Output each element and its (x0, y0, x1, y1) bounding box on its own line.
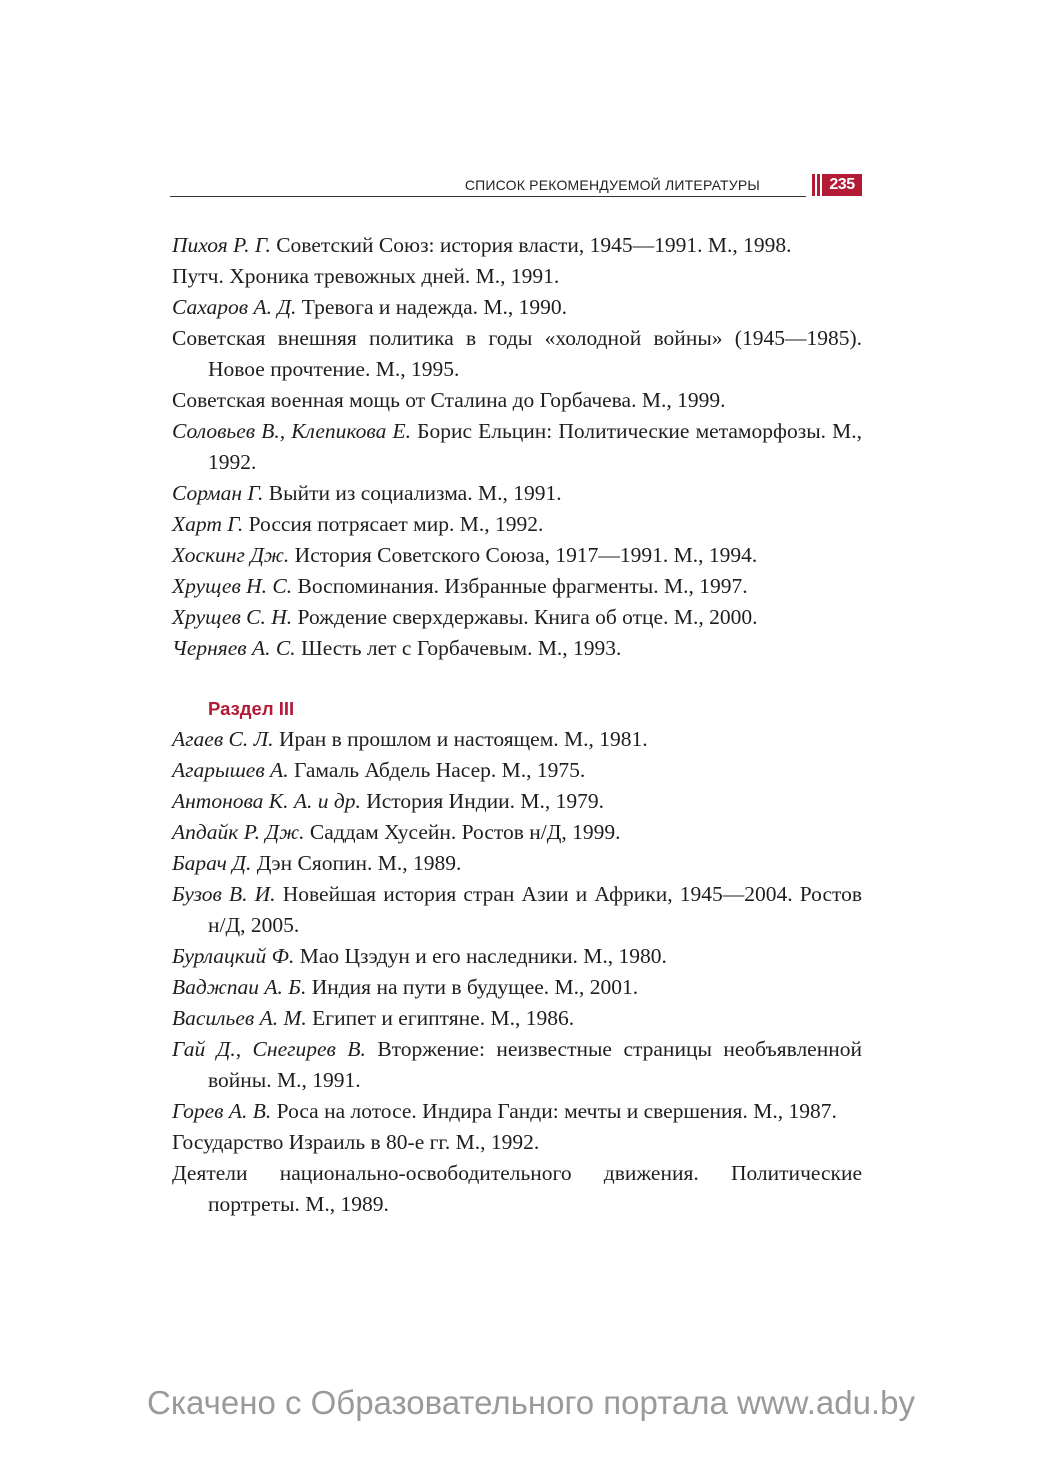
entry-text: Индия на пути в будущее. М., 2001. (311, 975, 639, 999)
bibliography-list-part2 (172, 724, 862, 1220)
entry-text: Воспоминания. Избранные фрагменты. М., 1997. (297, 574, 748, 598)
entry-author: Барач Д. (172, 851, 252, 875)
entry-text: Гамаль Абдель Насер. М., 1975. (293, 758, 586, 782)
entry-author: Гай Д., Снегирев В. (172, 1037, 366, 1061)
entry-text: Тревога и надежда. М., 1990. (301, 295, 567, 319)
bibliography-entry (172, 817, 862, 848)
entry-text: История Советского Союза, 1917—1991. М., 1994. (294, 543, 758, 567)
bibliography-entry (172, 879, 862, 941)
entry-text: Иран в прошлом и настоящем. М., 1981. (278, 727, 648, 751)
entry-text: Роса на лотосе. Индира Ганди: мечты и свершения. М., 1987. (276, 1099, 837, 1123)
header-accent-bars (812, 174, 820, 196)
entry-text: Рождение сверхдержавы. Книга об отце. М., 2000. (297, 605, 758, 629)
bibliography-entry (172, 292, 862, 323)
entry-author: Хрущев Н. С. (172, 574, 293, 598)
entry-text: Советская внешняя политика в годы «холодной войны» (1945—1985). Новое прочтение. М., 1995. (172, 326, 862, 381)
entry-text: Саддам Хусейн. Ростов н/Д, 1999. (309, 820, 621, 844)
bibliography-entry (172, 724, 862, 755)
entry-author: Сорман Г. (172, 481, 264, 505)
entry-author: Соловьев В., Клепикова Е. (172, 419, 411, 443)
page-number: 235 (822, 174, 862, 196)
running-header (170, 172, 862, 198)
entry-author: Черняев А. С. (172, 636, 296, 660)
bibliography-entry (172, 261, 862, 292)
entry-author: Хрущев С. Н. (172, 605, 293, 629)
bibliography-entry (172, 230, 862, 261)
entry-text: Путч. Хроника тревожных дней. М., 1991. (172, 264, 560, 288)
bibliography-list-part1 (172, 230, 862, 664)
bibliography-entry (172, 385, 862, 416)
entry-text: Дэн Сяопин. М., 1989. (256, 851, 462, 875)
entry-text: Государство Израиль в 80-е гг. М., 1992. (172, 1130, 540, 1154)
entry-text: Выйти из социализма. М., 1991. (268, 481, 562, 505)
entry-author: Сахаров А. Д. (172, 295, 297, 319)
bibliography-entry (172, 540, 862, 571)
entry-author: Васильев А. М. (172, 1006, 307, 1030)
entry-author: Агарышев А. (172, 758, 289, 782)
entry-author: Бузов В. И. (172, 882, 276, 906)
entry-author: Бурлацкий Ф. (172, 944, 295, 968)
entry-text: Шесть лет с Горбачевым. М., 1993. (301, 636, 622, 660)
entry-author: Харт Г. (172, 512, 244, 536)
entry-author: Апдайк Р. Дж. (172, 820, 305, 844)
bibliography-entry (172, 972, 862, 1003)
entry-author: Ваджпаи А. Б. (172, 975, 307, 999)
section-title: Раздел III (208, 698, 295, 719)
bibliography (172, 230, 862, 1220)
entry-text: Египет и египтяне. М., 1986. (312, 1006, 575, 1030)
bibliography-entry (172, 786, 862, 817)
bibliography-entry (172, 571, 862, 602)
header-rule (170, 196, 806, 197)
bibliography-entry (172, 1003, 862, 1034)
bibliography-entry (172, 1034, 862, 1096)
entry-text: Борис Ельцин: Политические метаморфозы. М., 1992. (208, 419, 862, 474)
bibliography-entry (172, 602, 862, 633)
entry-author: Агаев С. Л. (172, 727, 274, 751)
bibliography-entry (172, 1158, 862, 1220)
entry-author: Хоскинг Дж. (172, 543, 290, 567)
watermark-footer: Скачено с Образовательного портала www.adu.by (147, 1384, 915, 1421)
bibliography-entry (172, 755, 862, 786)
entry-text: Мао Цзэдун и его наследники. М., 1980. (299, 944, 667, 968)
entry-text: Советский Союз: история власти, 1945—1991. М., 1998. (276, 233, 792, 257)
bibliography-entry (172, 633, 862, 664)
bibliography-entry (172, 1096, 862, 1127)
entry-text: Вторжение: неизвестные страницы необъявленной войны. М., 1991. (208, 1037, 862, 1092)
entry-text: Деятели национально-освободительного движения. Политические портреты. М., 1989. (172, 1161, 862, 1216)
bibliography-entry (172, 848, 862, 879)
bibliography-entry (172, 1127, 862, 1158)
bibliography-entry (172, 416, 862, 478)
bibliography-entry (172, 323, 862, 385)
entry-author: Горев А. В. (172, 1099, 272, 1123)
entry-text: История Индии. М., 1979. (366, 789, 605, 813)
bibliography-entry (172, 509, 862, 540)
entry-author: Пихоя Р. Г. (172, 233, 271, 257)
bibliography-entry (172, 941, 862, 972)
entry-text: Советская военная мощь от Сталина до Горбачева. М., 1999. (172, 388, 726, 412)
entry-text: Россия потрясает мир. М., 1992. (248, 512, 544, 536)
bibliography-entry (172, 478, 862, 509)
entry-author: Антонова К. А. и др. (172, 789, 361, 813)
entry-text: Новейшая история стран Азии и Африки, 1945—2004. Ростов н/Д, 2005. (208, 882, 863, 937)
running-header-title: СПИСОК РЕКОМЕНДУЕМОЙ ЛИТЕРАТУРЫ (464, 177, 760, 193)
